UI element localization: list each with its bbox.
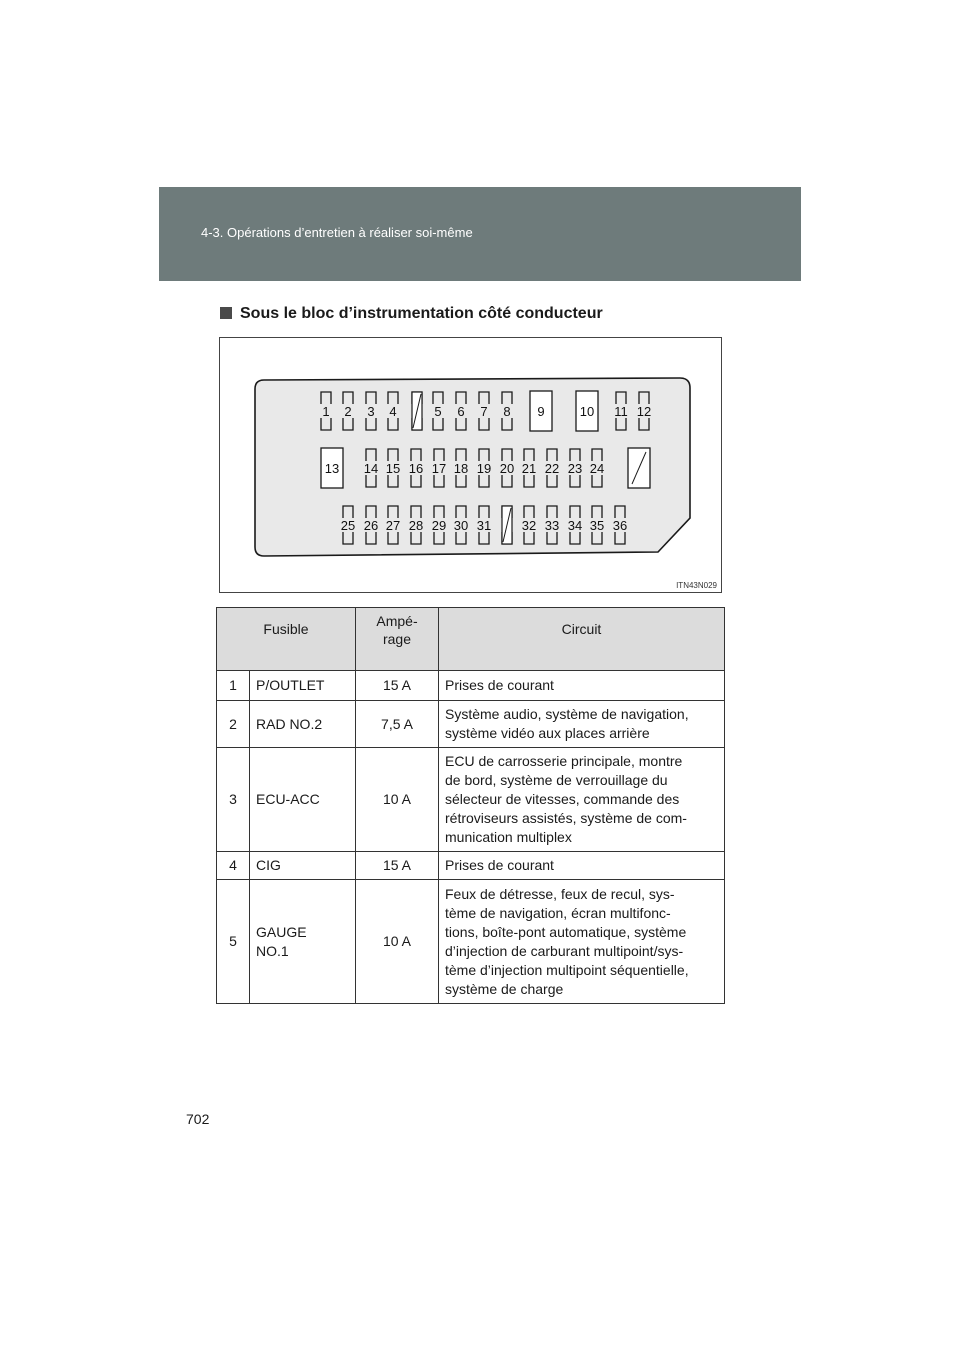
- fuse-slot-label: 36: [612, 518, 628, 533]
- fuse-slot-label: 25: [340, 518, 356, 533]
- fuse-slot-10: [576, 391, 598, 431]
- fuse-slot-label: 15: [385, 461, 401, 476]
- fuse-number: 2: [217, 701, 250, 748]
- fuse-slot-label: 24: [589, 461, 605, 476]
- fuse-slot-label: 35: [589, 518, 605, 533]
- fuse-slot-label: 30: [453, 518, 469, 533]
- fuse-circuit: Feux de détresse, feux de recul, sys- tème de navigation, écran multifonc- tions, boîte-pont automatique, système d’injection de carburant multipoint/sys- tème d’injection multipoint séquentielle, système de charge: [439, 880, 725, 1004]
- fuse-number: 1: [217, 671, 250, 701]
- table-row: [217, 748, 725, 852]
- figure-code: ITN43N029: [676, 581, 717, 590]
- fuse-slot-label: 31: [476, 518, 492, 533]
- fuse-number: 5: [217, 880, 250, 1004]
- fuse-amperage: 7,5 A: [356, 701, 439, 748]
- fuse-slot-label: 12: [636, 404, 652, 419]
- fuse-slot-label: 26: [363, 518, 379, 533]
- fuse-circuit: Prises de courant: [439, 671, 725, 701]
- spare-slot: [412, 392, 422, 430]
- fuse-slot-label: 19: [476, 461, 492, 476]
- fuse-amperage: 15 A: [356, 852, 439, 880]
- fuse-box-svg: [220, 338, 721, 592]
- header-bar: [159, 187, 801, 281]
- fuse-slot-label: 21: [521, 461, 537, 476]
- fuse-slot-label: 28: [408, 518, 424, 533]
- fuse-table: [216, 607, 725, 1004]
- fuse-slot-label: 1: [322, 404, 330, 419]
- fuse-slot-label: 6: [457, 404, 465, 419]
- spare-slot: [502, 506, 512, 544]
- fuse-slot-label: 23: [567, 461, 583, 476]
- fuse-slot-label: 32: [521, 518, 537, 533]
- fuse-slot-label: 5: [434, 404, 442, 419]
- header-amperage: Ampé- rage: [356, 608, 439, 671]
- fuse-circuit: Prises de courant: [439, 852, 725, 880]
- fuse-amperage: 10 A: [356, 748, 439, 852]
- fuse-slot-label: 20: [499, 461, 515, 476]
- fuse-name: ECU-ACC: [250, 748, 356, 852]
- fuse-slot-13: [321, 448, 343, 488]
- fuse-slot-label: 10: [579, 404, 595, 419]
- fuse-name: CIG: [250, 852, 356, 880]
- fuse-box-diagram: [219, 337, 722, 593]
- fuse-number: 3: [217, 748, 250, 852]
- square-bullet-icon: [220, 307, 232, 319]
- table-header-row: [217, 608, 725, 671]
- fuse-slot-label: 8: [503, 404, 511, 419]
- page-number: 702: [186, 1111, 210, 1127]
- spare-slot: [628, 448, 650, 488]
- fuse-slot-label: 33: [544, 518, 560, 533]
- fuse-slot-label: 3: [367, 404, 375, 419]
- breadcrumb: 4-3. Opérations d’entretien à réaliser soi-même: [201, 225, 473, 240]
- fuse-name: GAUGE NO.1: [250, 880, 356, 1004]
- fuse-amperage: 10 A: [356, 880, 439, 1004]
- header-circuit: Circuit: [439, 608, 725, 671]
- fuse-number: 4: [217, 852, 250, 880]
- fuse-slot-label: 29: [431, 518, 447, 533]
- fuse-slot-label: 34: [567, 518, 583, 533]
- fuse-slot-label: 18: [453, 461, 469, 476]
- fuse-slot-label: 4: [389, 404, 397, 419]
- fuse-slot-label: 2: [344, 404, 352, 419]
- fuse-slot-9: [530, 391, 552, 431]
- fuse-slot-label: 22: [544, 461, 560, 476]
- fuse-slot-label: 7: [480, 404, 488, 419]
- fuse-circuit: Système audio, système de navigation, système vidéo aux places arrière: [439, 701, 725, 748]
- fuse-slot-label: 14: [363, 461, 379, 476]
- fuse-slot-label: 27: [385, 518, 401, 533]
- fuse-slot-label: 11: [614, 404, 628, 419]
- fuse-amperage: 15 A: [356, 671, 439, 701]
- fuse-slot-label: 17: [431, 461, 447, 476]
- table-row: [217, 701, 725, 748]
- fuse-slot-label: 13: [324, 461, 340, 476]
- section-heading-text: Sous le bloc d’instrumentation côté conducteur: [240, 305, 603, 322]
- fuse-name: RAD NO.2: [250, 701, 356, 748]
- table-row: [217, 671, 725, 701]
- fuse-slot-label: 9: [537, 404, 545, 419]
- section-heading: [220, 305, 603, 323]
- header-fuse: Fusible: [217, 608, 356, 671]
- table-row: [217, 880, 725, 1004]
- fuse-slot-label: 16: [408, 461, 424, 476]
- table-row: [217, 852, 725, 880]
- fuse-circuit: ECU de carrosserie principale, montre de bord, système de verrouillage du sélecteur de vitesses, commande des rétroviseurs assistés, système de com- munication multiplex: [439, 748, 725, 852]
- fuse-name: P/OUTLET: [250, 671, 356, 701]
